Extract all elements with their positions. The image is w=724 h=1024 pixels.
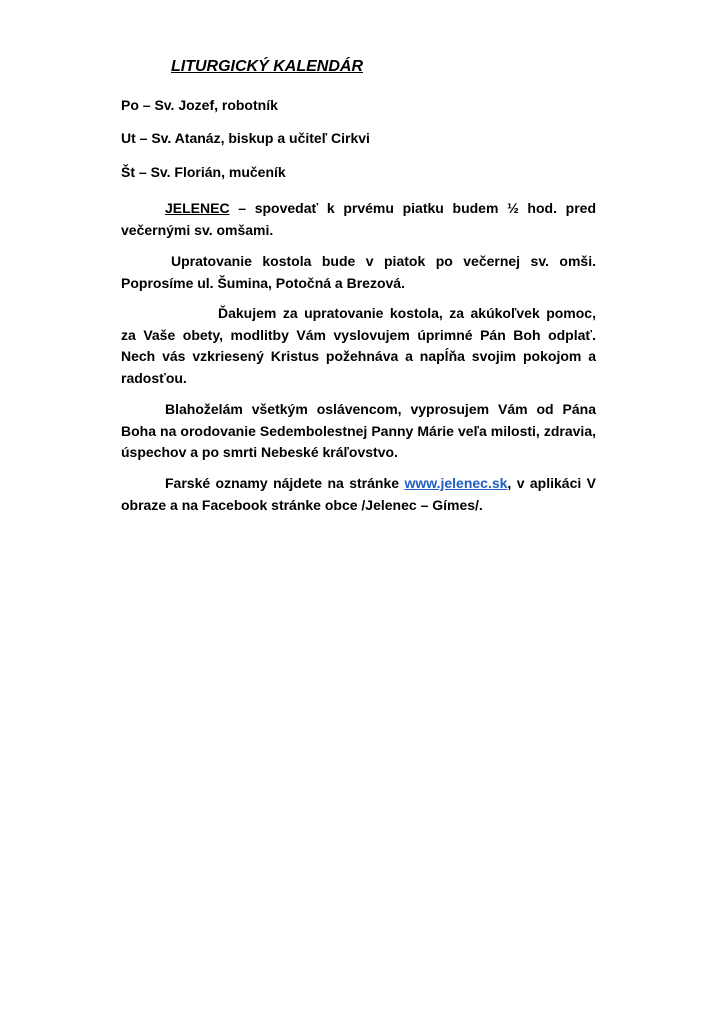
calendar-line-tuesday: Ut – Sv. Atanáz, biskup a učiteľ Cirkvi	[121, 130, 370, 146]
jelenec-heading: JELENEC	[165, 200, 230, 216]
page-title: LITURGICKÝ KALENDÁR	[171, 58, 363, 75]
calendar-line-monday: Po – Sv. Jozef, robotník	[121, 97, 278, 113]
thanks-paragraph: Ďakujem za upratovanie kostola, za akúkoľvek pomoc, za Vaše obety, modlitby Vám vyslovujem úprimné Pán Boh odplať. Nech vás vzkriesený Kristus požehnáva a napĺňa svojim pokojom a radosťou.	[121, 305, 596, 386]
jelenec-paragraph	[121, 198, 596, 241]
website-link[interactable]: www.jelenec.sk	[404, 475, 508, 491]
announcements-paragraph	[121, 473, 596, 516]
announcements-text-after: , v aplikáci V obraze a na Facebook stránke obce /Jelenec – Gímes/.	[121, 475, 596, 513]
jelenec-text: – spovedať k prvému piatku budem ½ hod. pred večernými sv. omšami.	[121, 200, 596, 238]
announcements-text-before: Farské oznamy nájdete na stránke	[165, 475, 405, 491]
calendar-line-thursday: Št – Sv. Florián, mučeník	[121, 164, 286, 180]
cleaning-paragraph: Upratovanie kostola bude v piatok po večernej sv. omši. Poprosíme ul. Šumina, Potočná a Brezová.	[121, 253, 596, 291]
wishes-paragraph: Blahoželám všetkým oslávencom, vyprosujem Vám od Pána Boha na orodovanie Sedembolestnej Panny Márie veľa milosti, zdravia, úspechov a po smrti Nebeské kráľovstvo.	[121, 401, 596, 460]
